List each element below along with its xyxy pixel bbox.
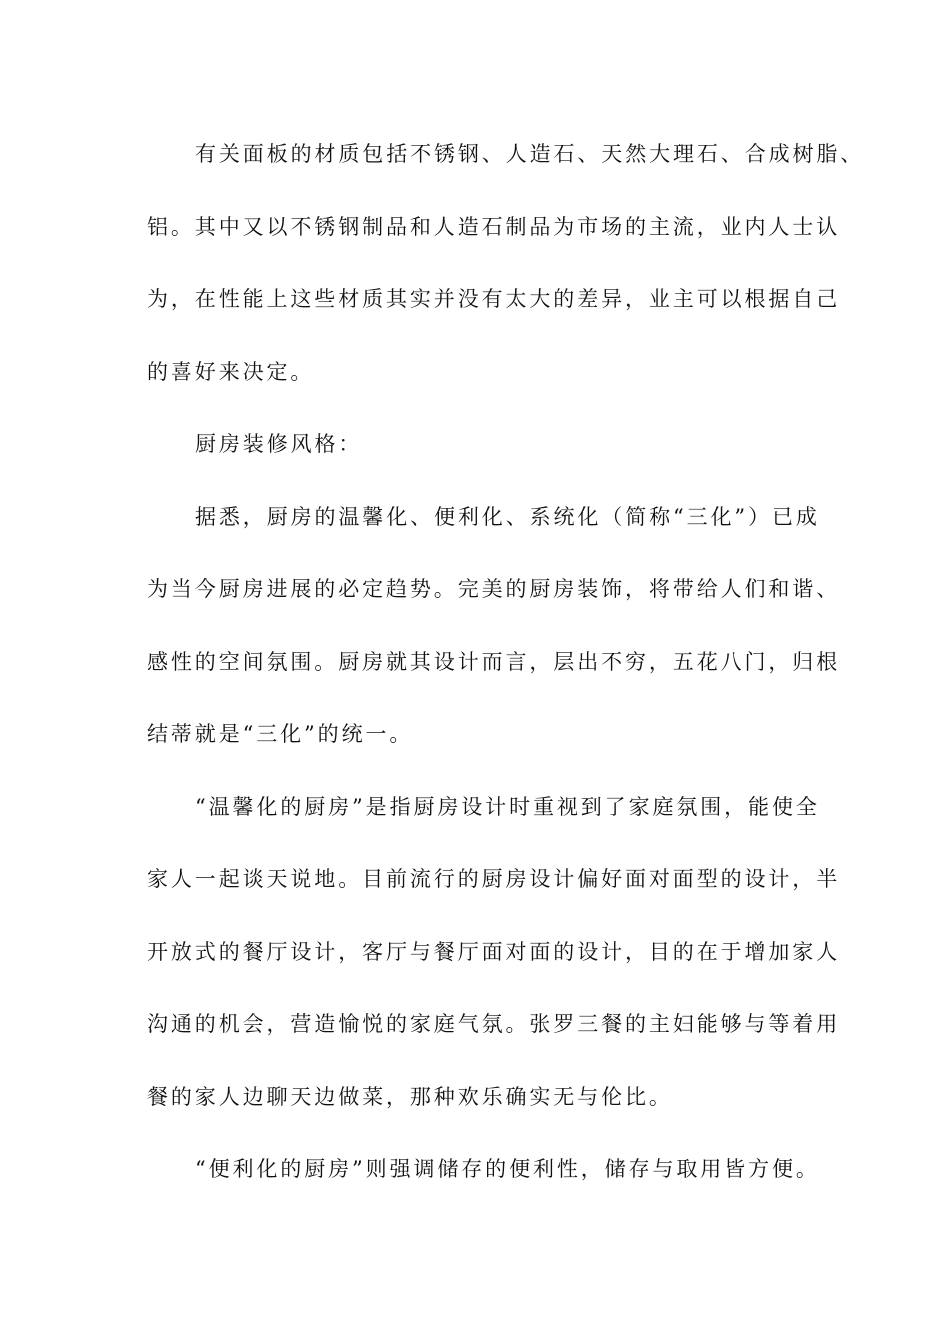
text-line: 据悉，厨房的温馨化、便利化、系统化（简称“三化”）已成 [195,504,820,529]
text-line: “便利化的厨房”则强调储存的便利性，储存与取用皆方便。 [195,1157,820,1181]
document-body [147,134,865,1222]
text-line: 有关面板的材质包括不锈钢、人造石、天然大理石、合成树脂、 [195,142,865,166]
text-line: 开放式的餐厅设计，客厅与餐厅面对面的设计，目的在于增加家人 [147,939,841,964]
text-line: 感性的空间氛围。厨房就其设计而言，层出不穷，五花八门，归根 [147,649,841,674]
text-line: 的喜好来决定。 [147,359,315,384]
text-line: 为，在性能上这些材质其实并没有太大的差异，业主可以根据自己 [147,287,841,311]
text-line: 为当今厨房进展的必定趋势。完美的厨房装饰，将带给人们和谐、 [147,577,841,601]
text-line: 沟通的机会，营造愉悦的家庭气氛。张罗三餐的主妇能够与等着用 [147,1012,841,1036]
text-line: 结蒂就是“三化”的统一。 [147,722,414,746]
text-line: 铝。其中又以不锈钢制品和人造石制品为市场的主流，业内人士认 [147,214,841,239]
section-heading: 厨房装修风格： [195,432,363,456]
text-line: “温馨化的厨房”是指厨房设计时重视到了家庭氛围，能使全 [195,794,820,819]
text-line: 餐的家人边聊天边做菜，那种欢乐确实无与伦比。 [147,1084,673,1109]
text-line: 家人一起谈天说地。目前流行的厨房设计偏好面对面型的设计，半 [147,867,841,891]
